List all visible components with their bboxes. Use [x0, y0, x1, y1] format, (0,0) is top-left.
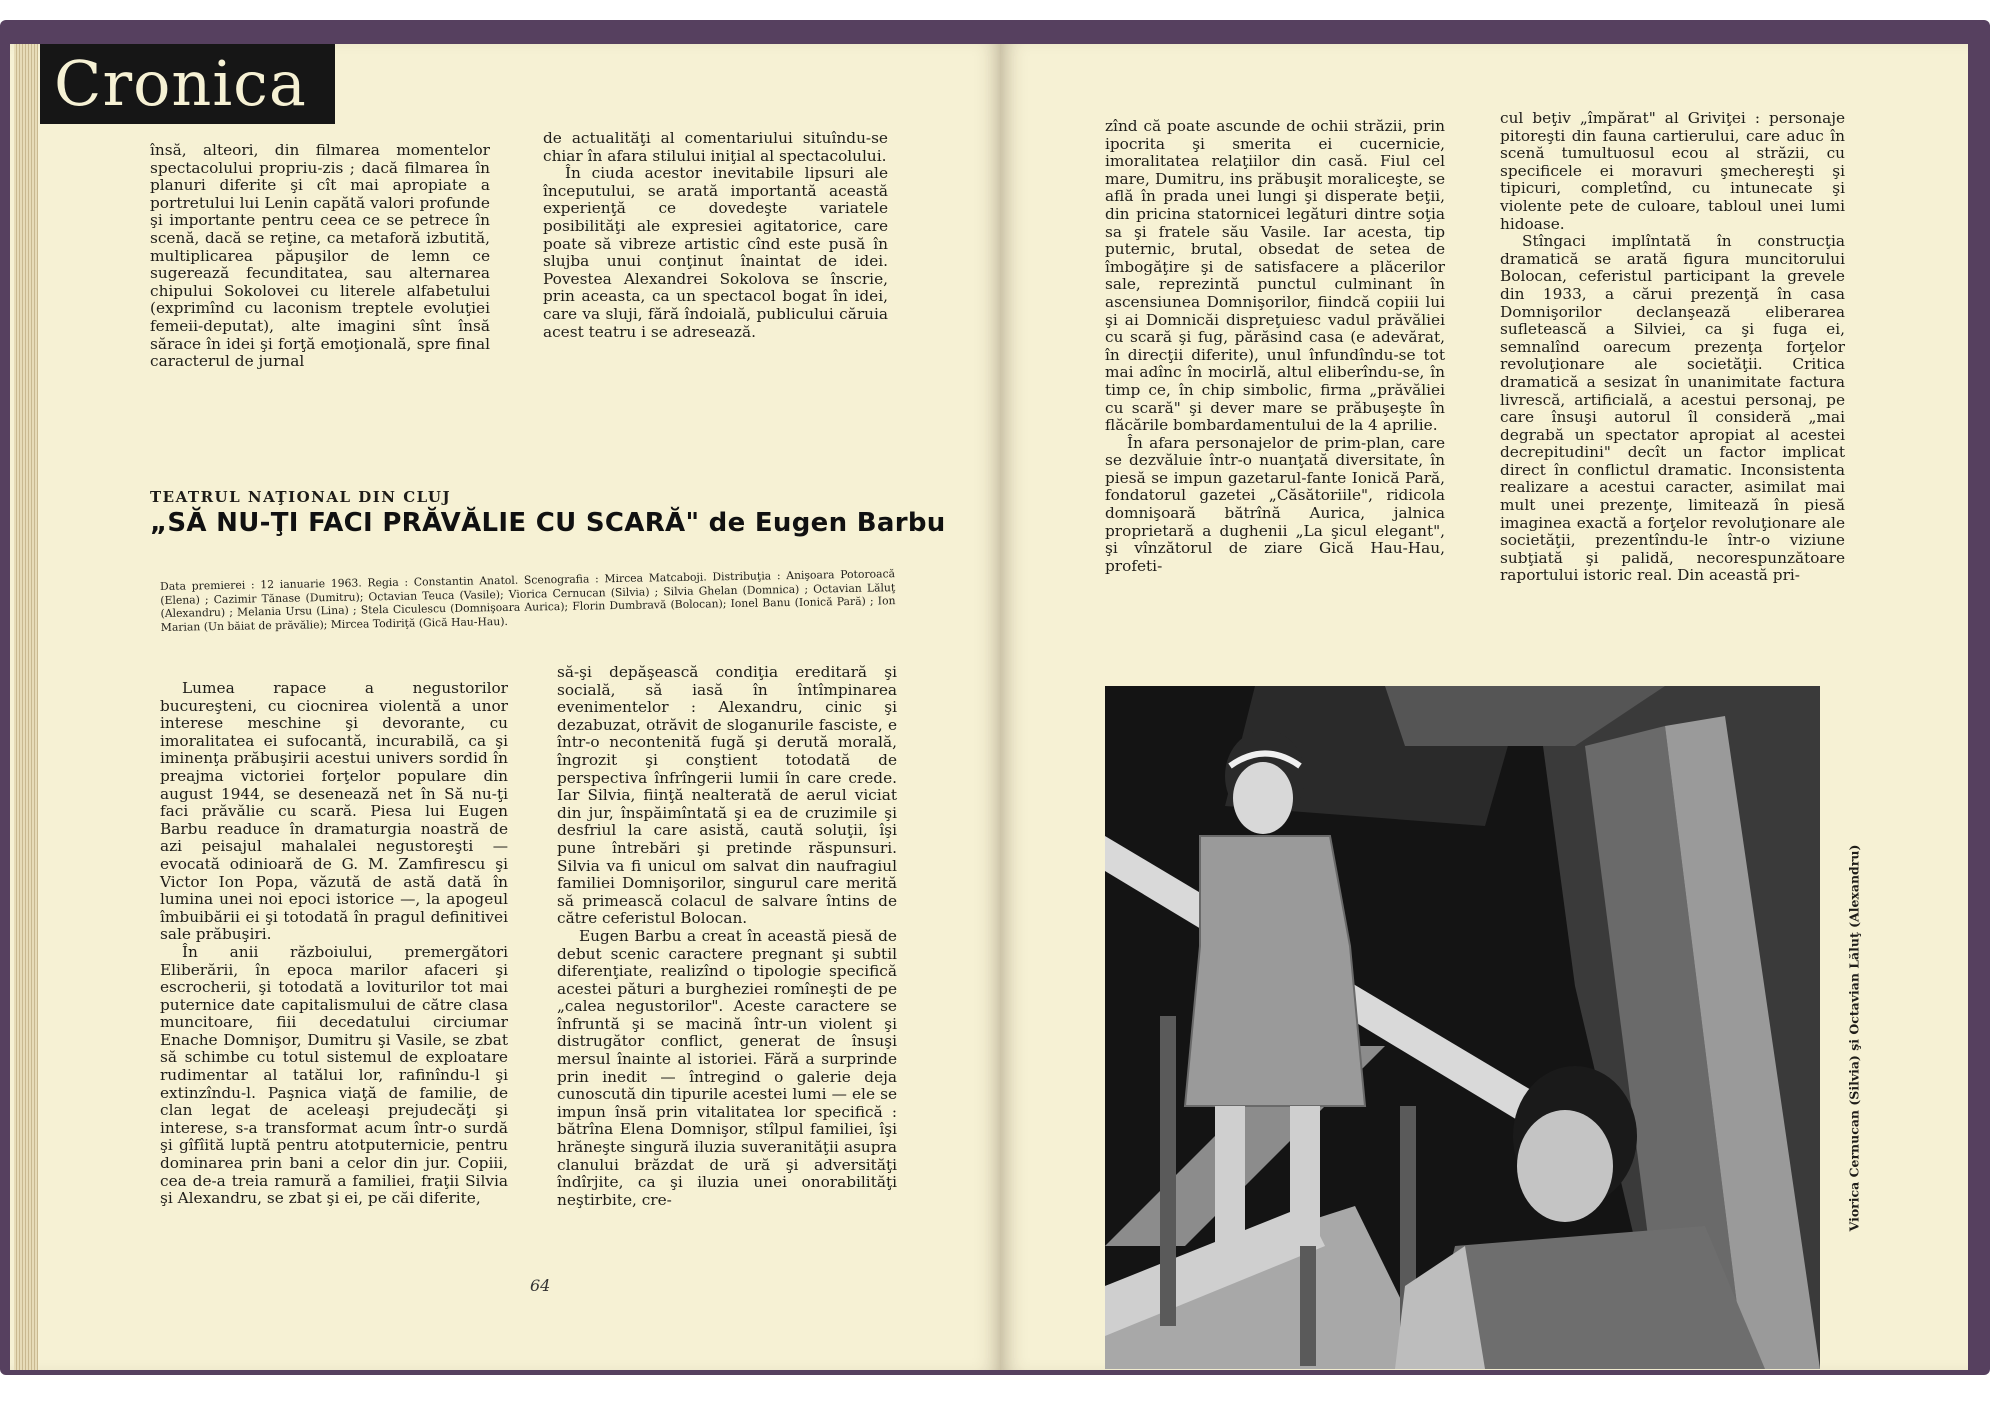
paragraph: Eugen Barbu a creat în această piesă de debut scenic caractere pregnant şi subtil diferenţiate, realizînd o tipologie specifică acestei pături a burgheziei romîneşti de pe „calea negustorilor". Aceste caractere se înfruntă şi se macină într-un violent şi distrugător conflict, generat de însuşi mersul înainte al istoriei. Fără a surprinde prin inedit — întregind o galerie deja cunoscută din tipurile acestei lumi — ele se impun însă prin vitalitatea lor specifică : bătrîna Elena Domnişor, stîlpul familiei, îşi hrăneşte singură iluzia suveranităţii asupra clanului brăzdat de ură şi adversităţi îndîrjite, ca şi iluzia unei onorabilităţi neştirbite, cre- — [557, 926, 897, 1209]
paragraph: să-şi depăşească condiţia ereditară şi socială, să iasă în întîmpinarea evenimentelor : Alexandru, cinic şi dezabuzat, otrăvit de sloganurile fasciste, e într-o necontenită fugă şi derută morală, îngrozit şi conştient totodată de perspectiva înfrîngerii lumii în care crede. Iar Silvia, fiinţă nealterată de aerul viciat din jur, înspăimîntată şi ea de cruzimile şi desfriul la care asistă, caută soluţii, îşi pune întrebări şi pretinde răspunsuri. Silvia va fi unicul om salvat din naufragiul familiei Domnişorilor, singurul care merită să primească colacul de salvare întins de către ceferistul Bolocan. — [557, 663, 897, 928]
text-column-top-middle — [543, 130, 888, 341]
paragraph: zînd că poate ascunde de ochii străzii, prin ipocrita şi smerita ei cucernicie, imoralitatea relaţiilor din casă. Fiul cel mare, Dumitru, ins prăbuşit moraliceşte, se află în prada unei lungi şi disperate beţii, din pricina statornicei legături dintre soţia sa şi fratele său Vasile. Iar acesta, tip puternic, brutal, obsedat de setea de îmbogăţire şi de satisfacere a plăcerilor sale, reprezintă punctul culminant în ascensiunea Domnişorilor, fiindcă copiii lui şi ai Domnicăi dispreţuiesc vadul prăvăliei cu scară şi fug, părăsind casa (e adevărat, în direcţii diferite), unul înfundîndu-se tot mai adînc în mocirlă, altul eliberîndu-se, în timp ce, în chip simbolic, firma „prăvăliei cu scară" şi dever mare se prăbuşeşte în flăcările bombardamentului de la 4 aprilie. — [1105, 117, 1445, 435]
stage-photo-illustration — [1105, 686, 1820, 1369]
photo-caption-text: Viorica Cernucan (Silvia) şi Octavian Lăluţ (Alexandru) — [1846, 844, 1862, 1232]
paragraph: În anii războiului, premergători Eliberării, în epoca marilor afaceri şi escrocherii, şi totodată a loviturilor tot mai puternice date capitalismului de către clasa muncitoare, fiii decedatului circiumar Enache Domnişor, Dumitru şi Vasile, se zbat să schimbe cu totul sistemul de exploatare rudimentar al tatălui lor, rafinîndu-l şi extinzîndu-l. Paşnica viaţă de familie, de clan legat de aceleaşi prejudecăţi şi interese, s-a transformat acum într-o surdă şi gîfîită luptă pentru atotputernicie, pentru dominarea prin bani a celor din jur. Copiii, cea de-a treia ramură a familiei, fraţii Silvia şi Alexandru, se zbat şi ei, pe căi diferite, — [160, 942, 508, 1208]
page-edges — [14, 44, 38, 1370]
page-number: 64 — [530, 1276, 551, 1295]
play-title: „SĂ NU-ŢI FACI PRĂVĂLIE CU SCARĂ" de Eugen Barbu — [150, 508, 946, 538]
text-column-right-2 — [1500, 110, 1845, 585]
paragraph: de actualităţi al comentariului situîndu-se chiar în afara stilului iniţial al spectacolului. — [543, 129, 888, 165]
paragraph: În ciuda acestor inevitabile lipsuri ale începutului, se arată importantă această experienţă ce dovedeşte variatele posibilităţi ale expresiei agitatorice, care poate să vibreze artistic cînd este pusă în slujba unui conţinut înaintat de idei. Povestea Alexandrei Sokolova se înscrie, prin aceasta, ca un spectacol bogat în idei, care va sluji, fără îndoială, publicului căruia acest teatru i se adresează. — [543, 164, 888, 341]
text-column-right-1 — [1105, 118, 1445, 575]
paragraph: cul beţiv „împărat" al Griviţei : personaje pitoreşti din fauna cartierului, care aduc în scenă tumultuosul ecou al străzii, cu specificele ei moravuri şmechereşti şi tipicuri, completînd, cu intunecate şi violente pete de culoare, tabloul unei lumi hidoase. — [1500, 109, 1845, 233]
credits-block: Data premierei : 12 ianuarie 1963. Regia : Constantin Anatol. Scenografia : Mircea Matcaboji. Distribuţia : Anişoara Potoroacă (Elena) ; Cazimir Tănase (Dumitru); Octavian Teuca (Vasile); Viorica Cernucan (Silvia) ; Silvia Ghelan (Domnica) ; Octavian Lăluţ (Alexandru) ; Melania Ursu (Lina) ; Stela Ciculescu (Domnişoara Aurica); Florin Dumbravă (Bolocan); Ionel Banu (Ionică Pară) ; Ion Marian (Un băiat de prăvălie); Mircea Todiriţă (Gică Hau-Hau). — [160, 567, 896, 634]
text-column-top-left — [150, 142, 490, 371]
section-heading: TEATRUL NAŢIONAL DIN CLUJ — [150, 488, 452, 506]
stage-photo — [1105, 686, 1820, 1369]
paragraph: În afara personajelor de prim-plan, care se dezvăluie într-o nuanţată diversitate, în piesă se impun gazetarul-fante Ionică Pară, fondatorul gazetei „Căsătoriile", ridicola domnişoară bătrînă Aurica, jalnica proprietară a dughenii „La şicul elegant", şi vînzătorul de ziare Gică Hau-Hau, profeti- — [1105, 433, 1445, 575]
text-column-bottom-middle — [557, 664, 897, 1209]
paragraph: Lumea rapace a negustorilor bucureşteni, cu ciocnirea violentă a unor interese meschine şi devorante, cu imoralitatea ei sufocantă, incurabilă, ca şi iminenţa prăbuşirii acestui univers sordid în preajma victoriei forţelor populare din august 1944, se desenează net în Să nu-ţi faci prăvălie cu scară. Piesa lui Eugen Barbu readuce în dramaturgia noastră de azi peisajul mahalalei negustoreşti — evocată odinioară de G. M. Zamfirescu şi Victor Ion Popa, văzută de astă dată în lumina unei noi epoci istorice —, la apogeul îmbuibării ei şi totodată în pragul definitivei sale prăbuşiri. — [160, 679, 508, 944]
text-column-bottom-left — [160, 680, 508, 1208]
photo-caption — [1834, 838, 1874, 1238]
paragraph: Stîngaci implîntată în construcţia dramatică se arată figura muncitorului Bolocan, ceferistul participant la grevele din 1933, a cărui prezenţă în casa Domnişorilor declanşează eliberarea sufletească a Silviei, ca şi fuga ei, semnalînd oarecum prezenţa forţelor revoluţionare ale societăţii. Critica dramatică a sesizat în unanimitate factura livrescă, artificială, a acestui personaj, pe care însuşi autorul îl consideră „mai degrabă un spectator apropiat al acestei decrepitudini" decît un factor implicat direct în conflictul dramatic. Inconsistenta realizare a acestui caracter, asimilat mai mult unei prezenţe, limitează în piesă imaginea exactă a forţelor revoluţionare ale societăţii, prezentîndu-le într-o viziune subţiată şi palidă, necorespunzătoare raportului istoric real. Din această pri- — [1500, 232, 1845, 585]
masthead-cronica: Cronica — [40, 44, 335, 124]
paragraph: însă, alteori, din filmarea momentelor spectacolului propriu-zis ; dacă filmarea în planuri diferite şi cît mai apropiate a portretului lui Lenin capătă valori profunde şi importante pentru ceea ce se petrece în scenă, dacă se reţine, ca metaforă izbutită, multiplicarea păpuşilor de lemn ce sugerează fecunditatea, sau alternarea chipului Sokolovei cu literele alfabetului (exprimînd cu laconism treptele evoluţiei femeii-deputat), alte imagini sînt însă sărace în idei şi forţă emoţională, spre final caracterul de jurnal — [150, 141, 490, 371]
